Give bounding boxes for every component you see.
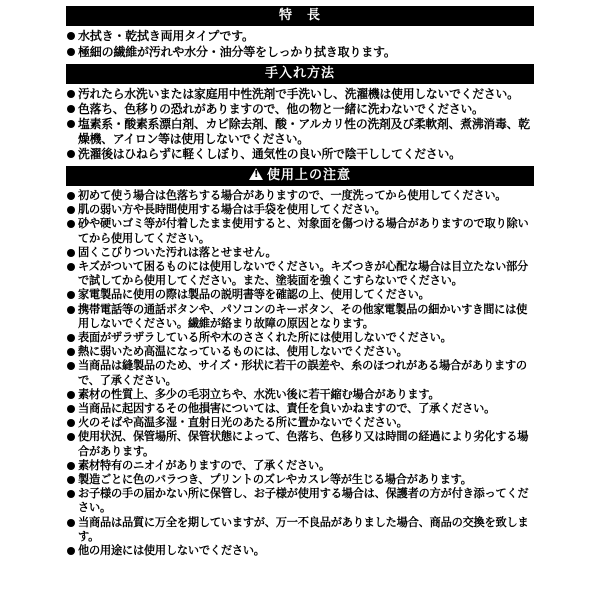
list-item: 家電製品に使用の際は製品の説明書等を確認の上、使用してください。	[66, 288, 534, 302]
section-title: 手入れ方法	[264, 66, 335, 81]
list-item: 砂や硬いゴミ等が付着したまま使用すると、対象面を傷つける場合がありますので取り除いてから使用してください。	[66, 217, 534, 245]
list-item: キズがついて困るものには使用しないでください。キズつきが心配な場合は目立たない部分で試してから使用してください。また、塗装面を強くこすらないでください。	[66, 260, 534, 288]
list-item: 当商品は品質に万全を期していますが、万一不良品がありました場合、商品の交換を致します。	[66, 516, 534, 544]
section-features	[66, 6, 534, 60]
section-header-care	[66, 64, 534, 84]
list-item: 当商品は縫製品のため、サイズ・形状に若干の誤差や、糸のほつれがある場合がありますので、了承ください。	[66, 359, 534, 387]
list-item: 表面がザラザラしている所や木のささくれた所には使用しないでください。	[66, 331, 534, 345]
section-title: 使用上の注意	[266, 168, 351, 183]
list-item: 製造ごとに色のバラつき、プリントのズレやカスレ等が生じる場合があります。	[66, 473, 534, 487]
list-item: 汚れたら水洗いまたは家庭用中性洗剤で手洗いし、洗濯機は使用しないでください。	[66, 87, 534, 102]
features-list	[66, 29, 534, 60]
list-item: 他の用途には使用しないでください。	[66, 544, 534, 558]
section-title: 特 長	[278, 8, 321, 23]
list-item: 素材特有のニオイがありますので、了承ください。	[66, 459, 534, 473]
list-item: 携帯電話等の通話ボタンや、パソコンのキーボタン、その他家電製品の細かいすき間には使用しないでください。繊維が絡まり故障の原因となります。	[66, 303, 534, 331]
list-item: 極細の繊維が汚れや水分・油分等をしっかり拭き取ります。	[66, 45, 534, 61]
list-item: 火のそばや高温多湿・直射日光のあたる所に置かないでください。	[66, 416, 534, 430]
list-item: 洗濯後はひねらずに軽くしぼり、通気性の良い所で陰干ししてください。	[66, 147, 534, 162]
section-header-caution	[66, 166, 534, 186]
section-header-features	[66, 6, 534, 26]
care-list	[66, 87, 534, 162]
section-caution	[66, 166, 534, 558]
list-item: 熱に弱いため高温になっているものには、使用しないでください。	[66, 345, 534, 359]
list-item: 初めて使う場合は色落ちする場合がありますので、一度洗ってから使用してください。	[66, 189, 534, 203]
section-care	[66, 64, 534, 162]
list-item: 使用状況、保管場所、保管状態によって、色落ち、色移り又は時間の経過により劣化する場合があります。	[66, 430, 534, 458]
list-item: お子様の手の届かない所に保管し、お子様が使用する場合は、保護者の方が付き添ってください。	[66, 487, 534, 515]
list-item: 固くこびりついた汚れは落とせません。	[66, 246, 534, 260]
caution-list	[66, 189, 534, 558]
list-item: 水拭き・乾拭き両用タイプです。	[66, 29, 534, 45]
warning-triangle-icon	[249, 168, 263, 180]
list-item: 肌の弱い方や長時間使用する場合は手袋を使用してください。	[66, 203, 534, 217]
list-item: 色落ち、色移りの恐れがありますので、他の物と一緒に洗わないでください。	[66, 102, 534, 117]
list-item: 塩素系・酸素系漂白剤、カビ除去剤、酸・アルカリ性の洗剤及び柔軟剤、煮沸消毒、乾燥機、アイロン等は使用しないでください。	[66, 117, 534, 147]
list-item: 当商品に起因するその他損害については、責任を負いかねますので、了承ください。	[66, 402, 534, 416]
list-item: 素材の性質上、多少の毛羽立ちや、水洗い後に若干縮む場合があります。	[66, 388, 534, 402]
